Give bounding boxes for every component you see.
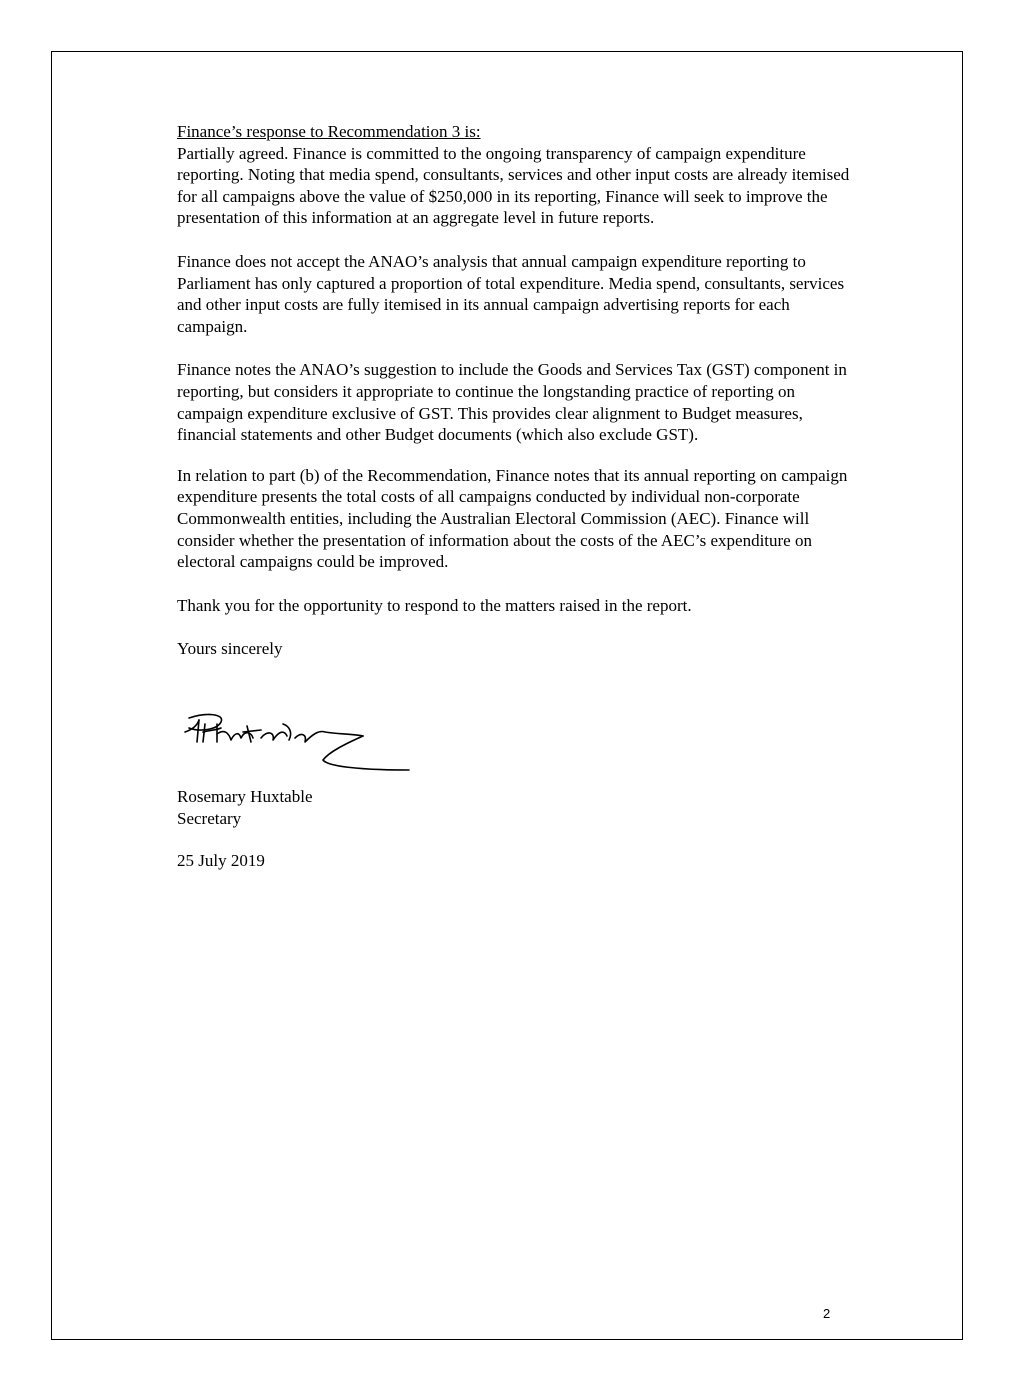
letter-body (177, 121, 857, 660)
signatory-title: Secretary (177, 808, 242, 828)
paragraph-gst: Finance notes the ANAO’s suggestion to include the Goods and Services Tax (GST) component in reporting, but considers it appropriate to continue the longstanding practice of reporting on campaign expenditure exclusive of GST. This provides clear alignment to Budget measures, financial statements and other Budget documents (which also exclude GST). (177, 360, 847, 445)
paragraph-partially-agreed: Partially agreed. Finance is committed to the ongoing transparency of campaign expenditure reporting. Noting that media spend, consultants, services and other input costs are already itemised for all campaigns above the value of $250,000 in its reporting, Finance will seek to improve the presentation of this information at an aggregate level in future reports. (177, 143, 850, 228)
paragraph-thank-you: Thank you for the opportunity to respond to the matters raised in the report. (177, 595, 692, 615)
letter-date: 25 July 2019 (177, 851, 265, 870)
paragraph-anao-analysis: Finance does not accept the ANAO’s analysis that annual campaign expenditure reporting to Parliament has only captured a proportion of total expenditure. Media spend, consultants, services and other input costs are fully itemised in its annual campaign advertising reports for each campaign. (177, 251, 845, 336)
handwritten-signature (177, 708, 417, 788)
closing-salutation: Yours sincerely (177, 639, 283, 659)
signatory-name: Rosemary Huxtable (177, 787, 313, 806)
page-number: 2 (823, 1306, 831, 1321)
response-heading: Finance’s response to Recommendation 3 is: (177, 122, 481, 141)
signature-block (177, 786, 313, 829)
paragraph-part-b: In relation to part (b) of the Recommendation, Finance notes that its annual reporting on campaign expenditure presents the total costs of all campaigns conducted by individual non-corporate Commonwealth entities, including the Australian Electoral Commission (AEC). Finance will consider whether the presentation of information about the costs of the AEC’s expenditure on electoral campaigns could be improved. (177, 465, 848, 572)
